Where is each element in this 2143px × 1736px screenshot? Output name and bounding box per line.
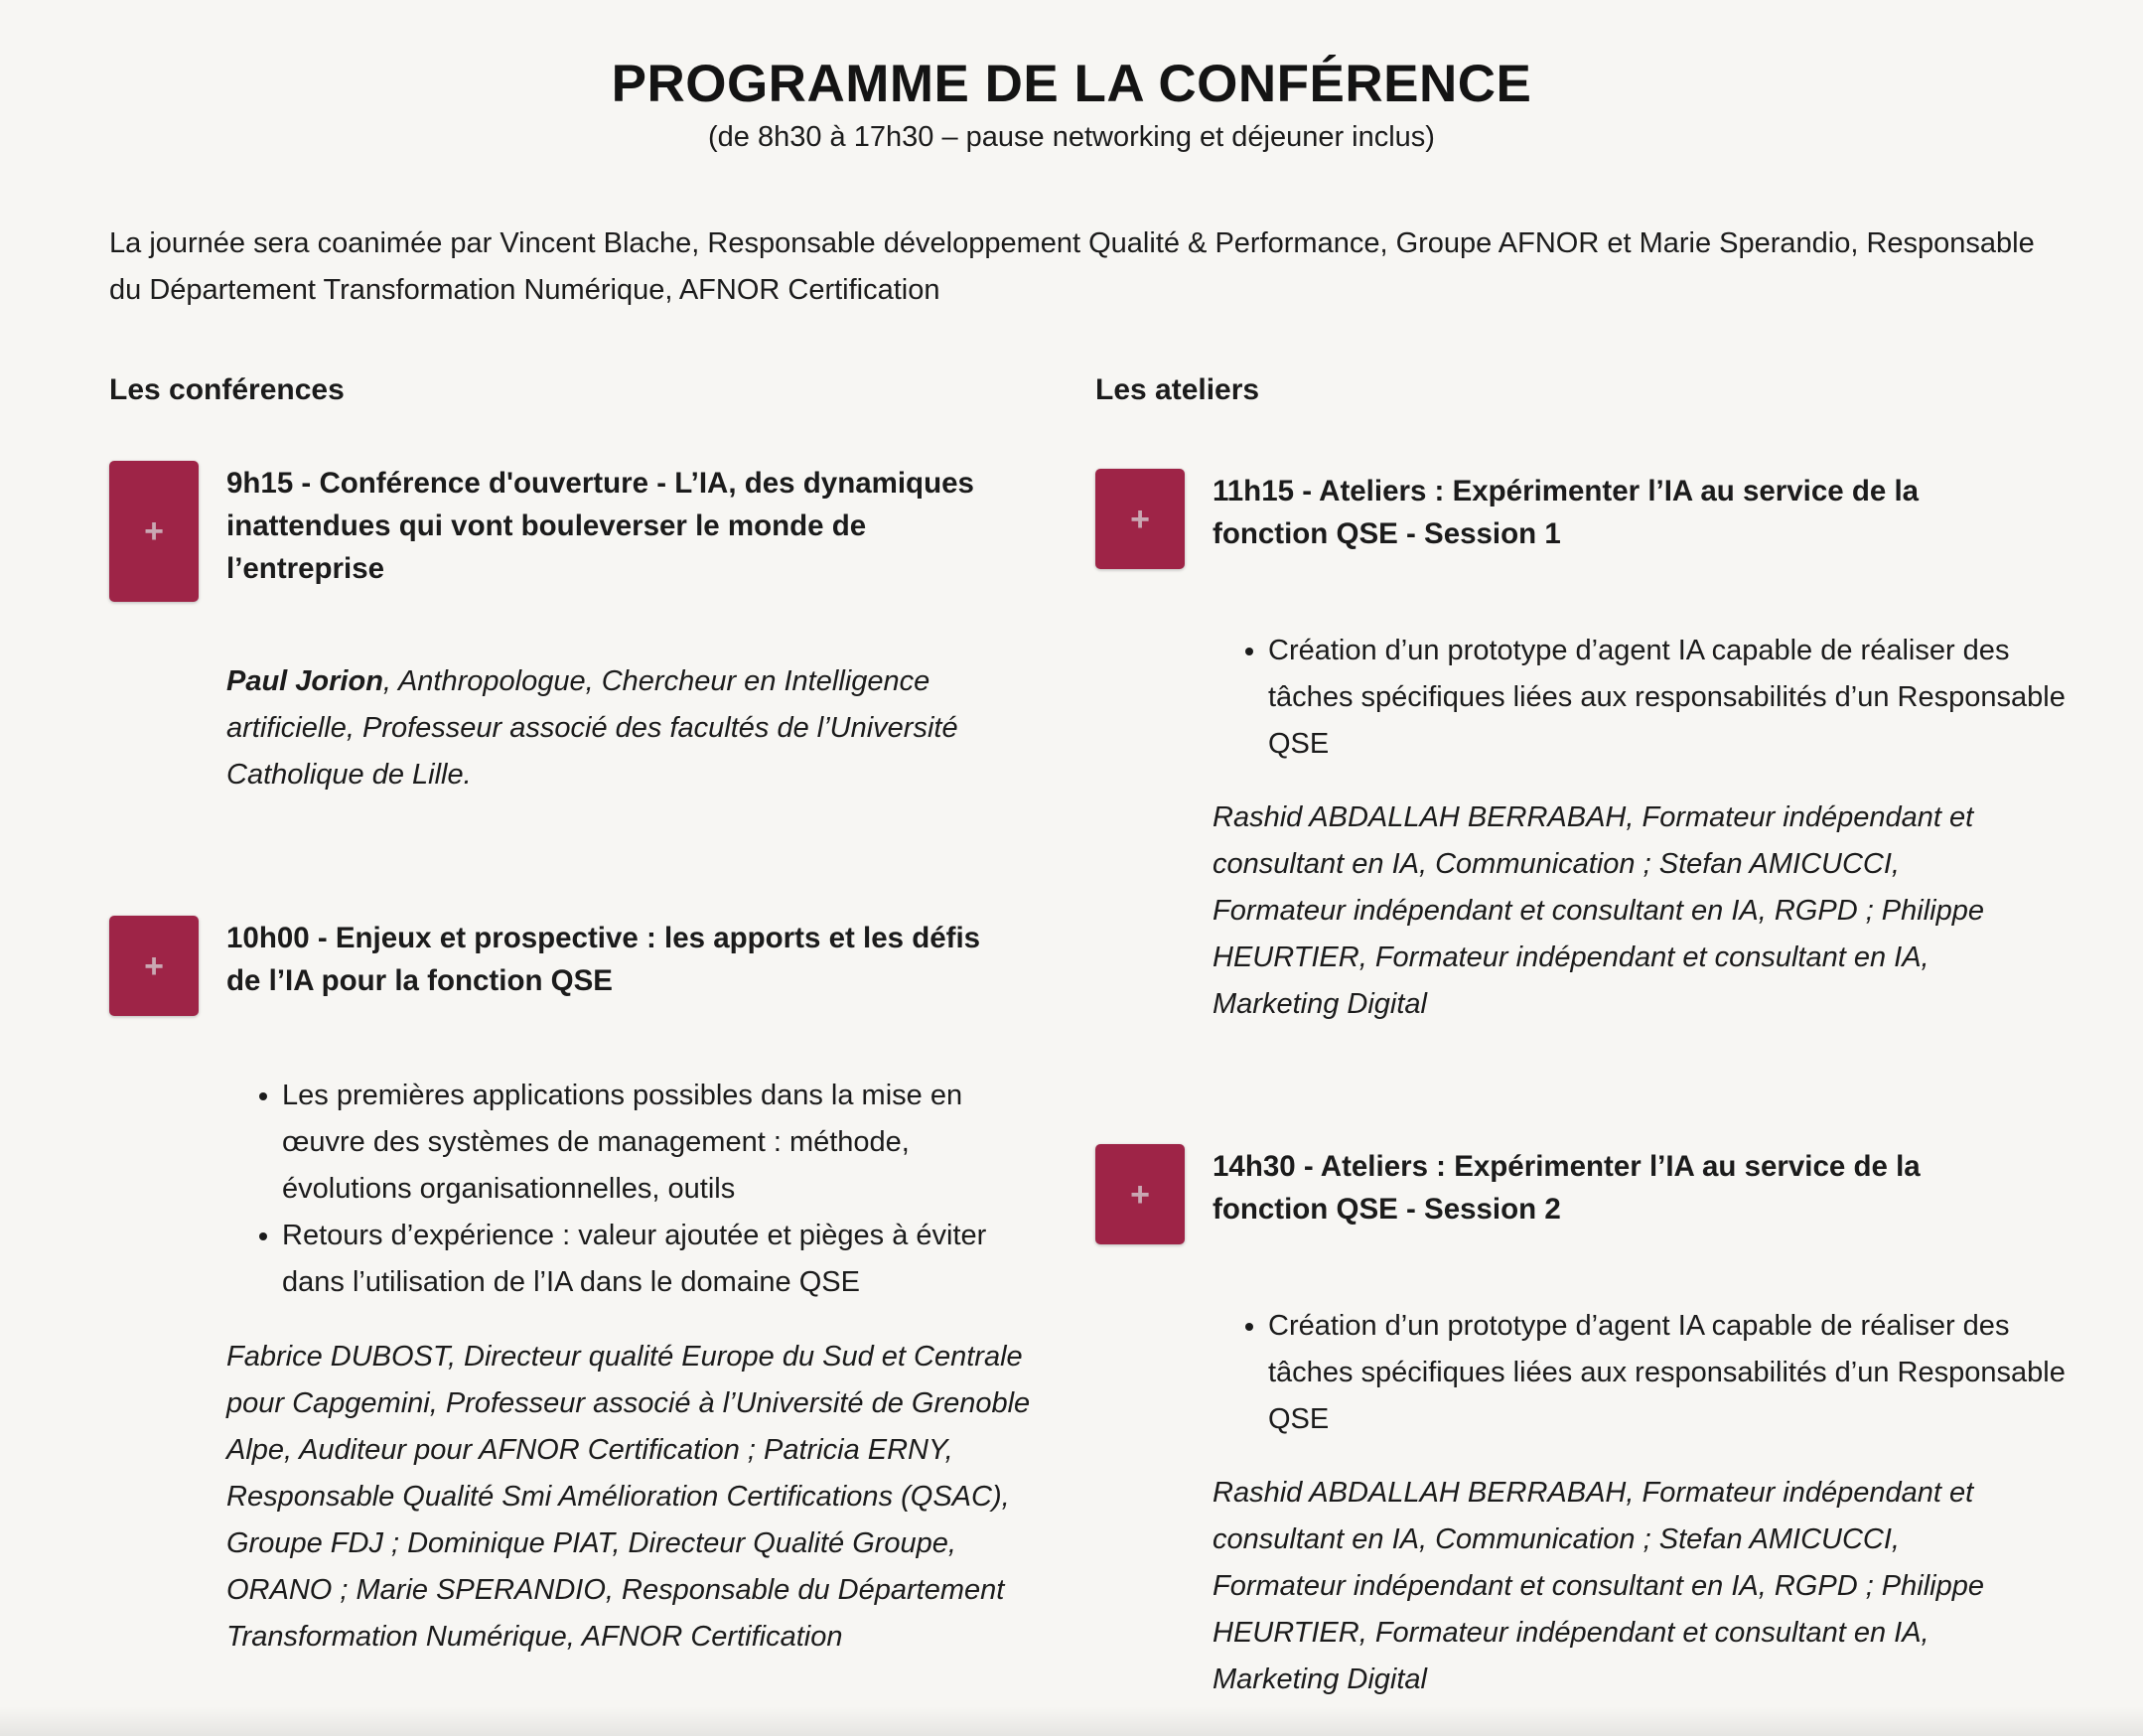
bottom-edge-shadow	[0, 1706, 2143, 1736]
list-item: • Création d’un prototype d’agent IA capable de réaliser des tâches spécifiques liées aux responsabilités d’un Responsable QSE	[1268, 1303, 2082, 1443]
conferences-heading: Les conférences	[109, 373, 345, 406]
conference-1-title[interactable]: 9h15 - Conférence d'ouverture - L’IA, des dynamiques inattendues qui vont bouleverser le monde de l’entreprise	[226, 467, 974, 585]
atelier-2-title[interactable]: 14h30 - Ateliers : Expérimenter l’IA au service de la fonction QSE - Session 2	[1213, 1150, 1921, 1226]
plus-icon: +	[144, 946, 164, 985]
atelier-2-speakers: Rashid ABDALLAH BERRABAH, Formateur indépendant et consultant en IA, Communication ; Stefan AMICUCCI, Formateur indépendant et consultant en IA, RGPD ; Philippe HEURTIER, Formateur indépendant et consultant en IA, Marketing Digital	[1213, 1477, 1984, 1695]
conference-2-bullets	[226, 1073, 1027, 1306]
page-title: PROGRAMME DE LA CONFÉRENCE	[611, 55, 1532, 113]
atelier-1-speakers: Rashid ABDALLAH BERRABAH, Formateur indépendant et consultant en IA, Communication ; Stefan AMICUCCI, Formateur indépendant et consultant en IA, RGPD ; Philippe HEURTIER, Formateur indépendant et consultant en IA, Marketing Digital	[1213, 801, 1984, 1020]
plus-icon: +	[1130, 500, 1150, 538]
list-item: • Création d’un prototype d’agent IA capable de réaliser des tâches spécifiques liées aux responsabilités d’un Responsable QSE	[1268, 628, 2082, 768]
expand-conference-1-button[interactable]	[109, 461, 199, 602]
speaker-name: Paul Jorion	[226, 665, 383, 697]
conference-2-title[interactable]: 10h00 - Enjeux et prospective : les apports et les défis de l’IA pour la fonction QSE	[226, 922, 981, 997]
expand-atelier-1-button[interactable]	[1095, 469, 1185, 569]
list-item: • Retours d’expérience : valeur ajoutée et pièges à éviter dans l’utilisation de l’IA dans le domaine QSE	[282, 1213, 1027, 1306]
atelier-1-bullets	[1213, 628, 2082, 768]
list-item: • Les premières applications possibles dans la mise en œuvre des systèmes de management : méthode, évolutions organisationnelles, outils	[282, 1073, 1027, 1213]
expand-atelier-2-button[interactable]	[1095, 1144, 1185, 1244]
conference-1-speaker	[226, 658, 1011, 798]
ateliers-heading: Les ateliers	[1095, 373, 1260, 406]
plus-icon: +	[144, 512, 164, 550]
atelier-1-title[interactable]: 11h15 - Ateliers : Expérimenter l’IA au service de la fonction QSE - Session 1	[1213, 475, 1920, 550]
intro-text: La journée sera coanimée par Vincent Blache, Responsable développement Qualité & Performance, Groupe AFNOR et Marie Sperandio, Responsable du Département Transformation Numérique, AFNOR Certification	[109, 227, 2035, 306]
plus-icon: +	[1130, 1175, 1150, 1214]
page-subtitle: (de 8h30 à 17h30 – pause networking et déjeuner inclus)	[708, 121, 1435, 153]
expand-conference-2-button[interactable]	[109, 916, 199, 1016]
conference-2-speakers: Fabrice DUBOST, Directeur qualité Europe du Sud et Centrale pour Capgemini, Professeur associé à l’Université de Grenoble Alpe, Auditeur pour AFNOR Certification ; Patricia ERNY, Responsable Qualité Smi Amélioration Certifications (QSAC), Groupe FDJ ; Dominique PIAT, Directeur Qualité Groupe, ORANO ; Marie SPERANDIO, Responsable du Département Transformation Numérique, AFNOR Certification	[226, 1341, 1031, 1653]
atelier-2-bullets	[1213, 1303, 2082, 1443]
speaker-details: , Anthropologue, Chercheur en Intelligence artificielle, Professeur associé des facultés de l’Université Catholique de Lille.	[226, 665, 958, 791]
